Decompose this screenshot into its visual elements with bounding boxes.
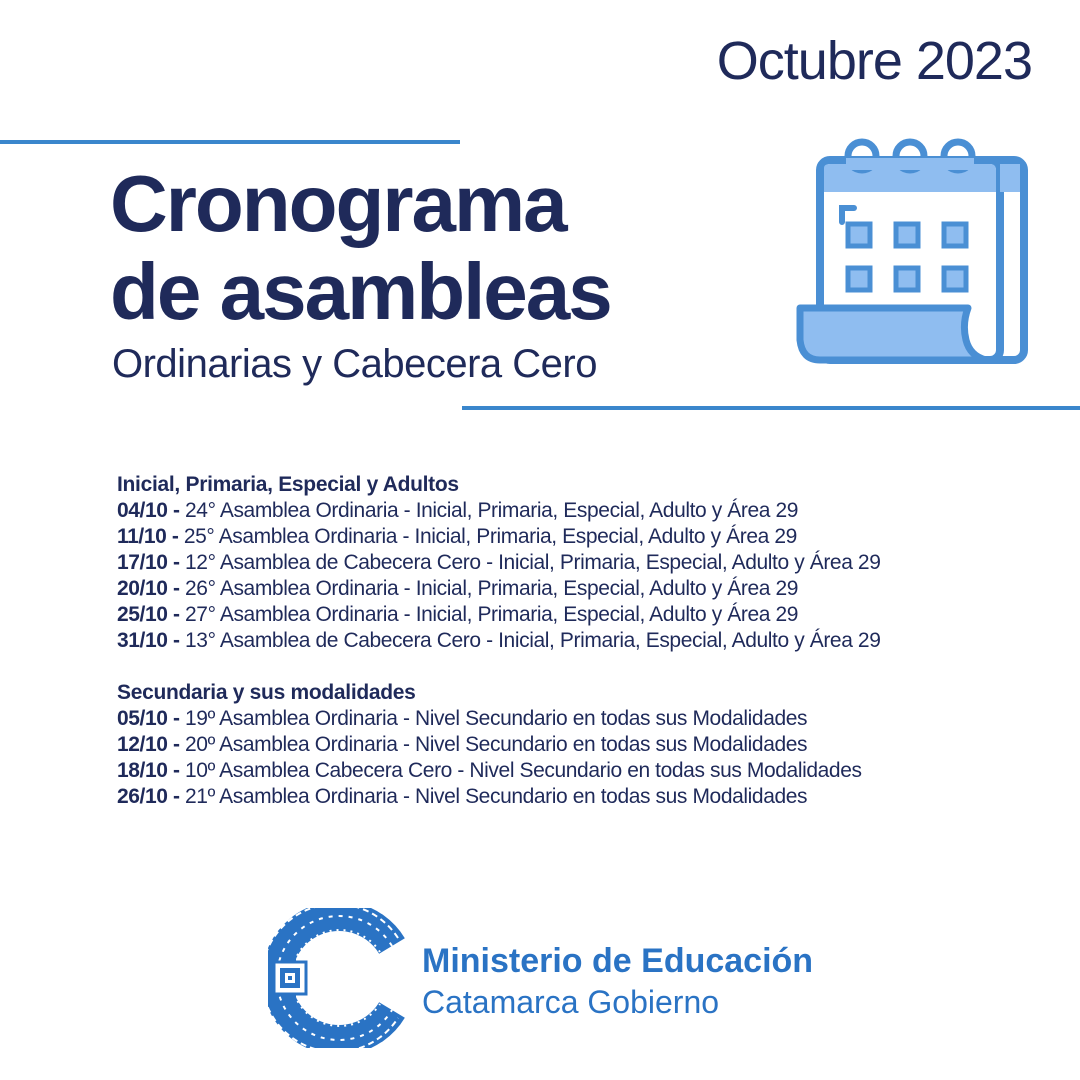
org-name: Ministerio de Educación bbox=[422, 942, 814, 980]
entry-text: 25° Asamblea Ordinaria - Inicial, Primaria, Especial, Adulto y Área 29 bbox=[183, 525, 797, 548]
entry-text: 24° Asamblea Ordinaria - Inicial, Primaria, Especial, Adulto y Área 29 bbox=[185, 499, 799, 522]
entry-date: 11/10 - bbox=[117, 525, 184, 548]
schedule-entry bbox=[117, 706, 1067, 732]
schedule-entry bbox=[117, 628, 1067, 654]
entry-text: 26° Asamblea Ordinaria - Inicial, Primaria, Especial, Adulto y Área 29 bbox=[185, 577, 799, 600]
title-line-1: Cronograma bbox=[110, 159, 566, 248]
entry-date: 12/10 - bbox=[117, 733, 186, 756]
entry-date: 25/10 - bbox=[117, 603, 186, 626]
entry-text: 10º Asamblea Cabecera Cero - Nivel Secundario en todas sus Modalidades bbox=[185, 759, 862, 782]
schedule-entry bbox=[117, 576, 1067, 602]
schedule-entry bbox=[117, 498, 1067, 524]
schedule-entry bbox=[117, 550, 1067, 576]
entry-text: 27° Asamblea Ordinaria - Inicial, Primaria, Especial, Adulto y Área 29 bbox=[185, 603, 799, 626]
entry-date: 26/10 - bbox=[117, 785, 186, 808]
entry-text: 21º Asamblea Ordinaria - Nivel Secundario en todas sus Modalidades bbox=[185, 785, 808, 808]
org-subtitle: Catamarca Gobierno bbox=[422, 984, 720, 1020]
entry-text: 13° Asamblea de Cabecera Cero - Inicial, Primaria, Especial, Adulto y Área 29 bbox=[185, 629, 881, 652]
section-inicial bbox=[117, 472, 1067, 654]
entry-date: 04/10 - bbox=[117, 499, 186, 522]
section-heading: Inicial, Primaria, Especial y Adultos bbox=[117, 473, 459, 496]
entry-text: 12° Asamblea de Cabecera Cero - Inicial, Primaria, Especial, Adulto y Área 29 bbox=[185, 551, 881, 574]
entry-text: 19º Asamblea Ordinaria - Nivel Secundario en todas sus Modalidades bbox=[185, 707, 808, 730]
page-title bbox=[110, 160, 611, 336]
entry-date: 18/10 - bbox=[117, 759, 186, 782]
entry-date: 20/10 - bbox=[117, 577, 186, 600]
date-heading: Octubre 2023 bbox=[716, 31, 1032, 91]
section-secundaria bbox=[117, 680, 1067, 810]
entry-text: 20º Asamblea Ordinaria - Nivel Secundario en todas sus Modalidades bbox=[185, 733, 808, 756]
schedule-entry bbox=[117, 784, 1067, 810]
entry-date: 05/10 - bbox=[117, 707, 186, 730]
schedule-entry bbox=[117, 524, 1067, 550]
entry-date: 31/10 - bbox=[117, 629, 186, 652]
top-divider bbox=[0, 140, 460, 144]
schedule-entry bbox=[117, 732, 1067, 758]
title-line-2: de asambleas bbox=[110, 247, 611, 336]
bottom-divider bbox=[462, 406, 1080, 410]
schedule-entry bbox=[117, 758, 1067, 784]
entry-date: 17/10 - bbox=[117, 551, 186, 574]
calendar-icon bbox=[790, 128, 1040, 368]
schedule-entry bbox=[117, 602, 1067, 628]
section-heading: Secundaria y sus modalidades bbox=[117, 681, 416, 704]
page-subtitle: Ordinarias y Cabecera Cero bbox=[112, 342, 597, 386]
ministerio-logo bbox=[268, 908, 868, 1048]
ministerio-logo-icon bbox=[268, 908, 408, 1048]
schedule-list bbox=[117, 472, 1067, 836]
